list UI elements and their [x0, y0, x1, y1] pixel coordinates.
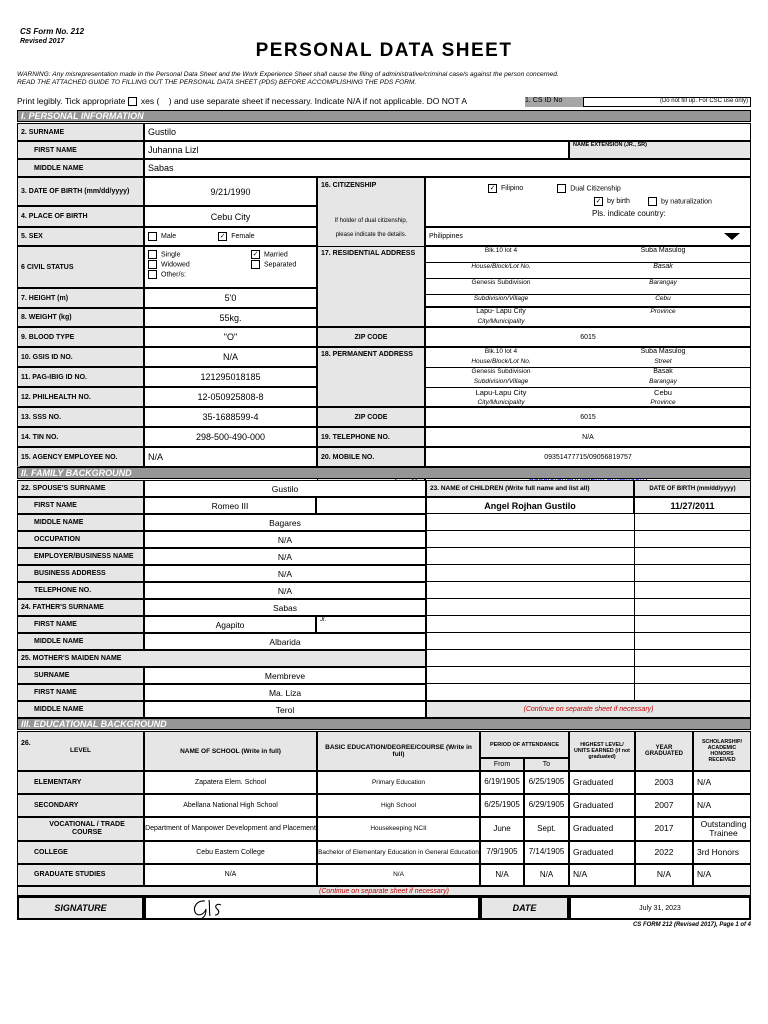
dropdown-arrow-icon [724, 233, 740, 240]
edu-year-header: YEAR GRADUATED [635, 731, 693, 771]
weight-field[interactable]: 55kg. [144, 308, 317, 327]
res-zip-field[interactable]: 6015 [425, 327, 751, 347]
mother-first-field[interactable]: Ma. Liza [144, 684, 426, 701]
perm-zip-label: ZIP CODE [317, 407, 425, 427]
gsis-label: 10. GSIS ID NO. [17, 347, 144, 367]
edu-honors-cell[interactable]: N/A [693, 864, 751, 886]
pob-label: 4. PLACE OF BIRTH [17, 206, 144, 227]
edu-from-cell[interactable]: 6/19/1905 [480, 771, 524, 794]
height-field[interactable]: 5'0 [144, 288, 317, 308]
edu-to-cell[interactable]: 6/25/1905 [524, 771, 569, 794]
middle-name-field[interactable]: Sabas [144, 159, 751, 177]
father-ext-field[interactable]: Jr. [316, 616, 426, 633]
date-field[interactable]: July 31, 2023 [569, 896, 751, 920]
spouse-tel-label: TELEPHONE NO. [17, 582, 144, 599]
spouse-first-field[interactable]: Romeo III [144, 497, 316, 514]
edu-level-cell: SECONDARY [17, 794, 144, 817]
edu-school-cell[interactable]: Department of Manpower Development and Placement [144, 817, 317, 841]
spouse-surname-field[interactable]: Gustilo [144, 480, 426, 497]
edu-level-cell: COLLEGE [17, 841, 144, 864]
edu-school-cell[interactable]: Abellana National High School [144, 794, 317, 817]
business-address-field[interactable]: N/A [144, 565, 426, 582]
mobile-label: 20. MOBILE NO. [317, 447, 425, 467]
page-title: PERSONAL DATA SHEET [255, 40, 513, 61]
mother-middle-field[interactable]: Terol [144, 701, 426, 718]
permanent-label: 18. PERMANENT ADDRESS [317, 347, 425, 407]
spouse-ext-field[interactable] [316, 497, 426, 514]
edu-course-cell[interactable]: High School [317, 794, 480, 817]
telephone-label: 19. TELEPHONE NO. [317, 427, 425, 447]
occupation-label: OCCUPATION [17, 531, 144, 548]
mother-first-label: FIRST NAME [17, 684, 144, 701]
cs-id-label: 1. CS ID No [525, 97, 583, 107]
signature-image [191, 897, 239, 919]
residential-label: 17. RESIDENTIAL ADDRESS [317, 246, 425, 327]
philhealth-field[interactable]: 12-050925808-8 [144, 387, 317, 407]
edu-from-header: From [480, 758, 524, 771]
signature-label: SIGNATURE [17, 896, 144, 920]
blood-type-field[interactable]: "O" [144, 327, 317, 347]
employer-label: EMPLOYER/BUSINESS NAME [17, 548, 144, 565]
edu-honors-header: SCHOLARSHIP/ ACADEMIC HONORS RECEIVED [693, 731, 751, 771]
csc-use-only: (Do not fill up. For CSC use only) [583, 97, 751, 107]
child-dob-label: DATE OF BIRTH (mm/dd/yyyy) [634, 480, 751, 497]
edu-honors-cell[interactable]: Outstanding Trainee [693, 817, 751, 841]
edu-from-cell[interactable]: June [480, 817, 524, 841]
blood-type-label: 9. BLOOD TYPE [17, 327, 144, 347]
edu-year-cell[interactable]: N/A [635, 864, 693, 886]
sex-field: Male ✓ Female [144, 227, 317, 246]
agency-field[interactable]: N/A [144, 447, 317, 467]
form-revised: Revised 2017 [20, 38, 65, 45]
residential-address: Blk.10 lot 4 Suba Masulog House/Block/Lot No. Basak Genesis Subdivision Barangay Subdivision/Village Cebu [425, 246, 751, 307]
single-checkbox[interactable] [148, 250, 157, 259]
edu-honors-cell[interactable]: N/A [693, 794, 751, 817]
edu-to-cell[interactable]: N/A [524, 864, 569, 886]
gsis-field[interactable]: N/A [144, 347, 317, 367]
height-label: 7. HEIGHT (m) [17, 288, 144, 308]
form-number: CS Form No. 212 [20, 27, 85, 36]
father-middle-field[interactable]: Albarida [144, 633, 426, 650]
edu-level-header: 26. LEVEL [17, 731, 144, 771]
edu-to-cell[interactable]: 6/29/1905 [524, 794, 569, 817]
sss-label: 13. SSS NO. [17, 407, 144, 427]
signature-field[interactable] [144, 896, 480, 920]
edu-from-cell[interactable]: N/A [480, 864, 524, 886]
edu-units-cell[interactable]: Graduated [569, 771, 635, 794]
edu-continue: (Continue on separate sheet if necessary) [17, 886, 751, 896]
telephone-field[interactable]: N/A [425, 427, 751, 447]
spouse-tel-field[interactable]: N/A [144, 582, 426, 599]
surname-field[interactable]: Gustilo [144, 123, 751, 141]
employer-field[interactable]: N/A [144, 548, 426, 565]
business-address-label: BUSINESS ADDRESS [17, 565, 144, 582]
edu-course-header: BASIC EDUCATION/DEGREE/COURSE (Write in full) [317, 731, 480, 771]
mother-surname-field[interactable]: Membreve [144, 667, 426, 684]
section-family: II. FAMILY BACKGROUND [17, 467, 751, 479]
edu-to-header: To [524, 758, 569, 771]
edu-units-cell[interactable]: Graduated [569, 817, 635, 841]
female-checkbox[interactable]: ✓ [219, 233, 226, 240]
children-empty-rows [426, 514, 751, 701]
pagibig-field[interactable]: 121295018185 [144, 367, 317, 387]
name-ext-label: NAME EXTENSION (JR., SR) [569, 141, 751, 159]
edu-honors-cell[interactable]: N/A [693, 771, 751, 794]
print-instruction: Print legibly. Tick appropriate xes ( ) and use separate sheet if necessary. Indicate N/A if not applicable. DO NOT A [17, 96, 468, 106]
tin-field[interactable]: 298-500-490-000 [144, 427, 317, 447]
edu-year-cell[interactable]: 2003 [635, 771, 693, 794]
filipino-checkbox[interactable]: ✓ [489, 185, 496, 192]
section-personal: I. PERSONAL INFORMATION [17, 110, 751, 122]
edu-course-cell[interactable]: N/A [317, 864, 480, 886]
tin-label: 14. TIN NO. [17, 427, 144, 447]
by-naturalization-checkbox[interactable] [648, 197, 657, 206]
country-dropdown[interactable]: Philippines [425, 227, 751, 246]
res-zip-label: ZIP CODE [317, 327, 425, 347]
edu-year-cell[interactable]: 2007 [635, 794, 693, 817]
children-continue: (Continue on separate sheet if necessary) [426, 701, 751, 718]
edu-course-cell[interactable]: Housekeeping NCII [317, 817, 480, 841]
civil-status-field: Single ✓ Married Widowed Separated Other/s: [144, 246, 317, 288]
father-first-label: FIRST NAME [17, 616, 144, 633]
child-name-field[interactable]: Angel Rojhan Gustilo [426, 497, 634, 514]
date-label: DATE [480, 896, 569, 920]
separated-checkbox[interactable] [251, 260, 260, 269]
edu-course-cell[interactable]: Bachelor of Elementary Education in General Education [317, 841, 480, 864]
mother-middle-label: MIDDLE NAME [17, 701, 144, 718]
sss-field[interactable]: 35-1688599-4 [144, 407, 317, 427]
middle-name-label: MIDDLE NAME [17, 159, 144, 177]
citizenship-label: 16. CITIZENSHIP [317, 177, 425, 267]
pob-field[interactable]: Cebu City [144, 206, 317, 227]
spouse-middle-field[interactable]: Bagares [144, 514, 426, 531]
sample-checkbox-icon [128, 97, 137, 106]
spouse-surname-label: 22. SPOUSE'S SURNAME [17, 480, 144, 497]
edu-units-header: HIGHEST LEVEL/ UNITS EARNED (if not graduated) [569, 731, 635, 771]
male-checkbox[interactable] [148, 232, 157, 241]
warning-text: WARNING: Any misrepresentation made in the Personal Data Sheet and the Work Experience Sheet shall cause the filing of administrative/criminal case/s against the person concerned. READ THE ATTACHED GUIDE TO FILLING OUT THE PERSONAL DATA SHEET (PDS) BEFORE ACCOMPLISHING THE PDS FORM. [17, 71, 559, 86]
philhealth-label: 12. PHILHEALTH NO. [17, 387, 144, 407]
edu-school-cell[interactable]: Zapatera Elem. School [144, 771, 317, 794]
spouse-middle-label: MIDDLE NAME [17, 514, 144, 531]
pagibig-label: 11. PAG-IBIG ID NO. [17, 367, 144, 387]
edu-level-cell: ELEMENTARY [17, 771, 144, 794]
dual-checkbox[interactable] [557, 184, 566, 193]
weight-label: 8. WEIGHT (kg) [17, 308, 144, 327]
edu-to-cell[interactable]: Sept. [524, 817, 569, 841]
married-checkbox[interactable]: ✓ [252, 251, 259, 258]
father-surname-label: 24. FATHER'S SURNAME [17, 599, 144, 616]
first-name-label: FIRST NAME [17, 141, 144, 159]
citizenship-field: ✓ Filipino Dual Citizenship ✓ by birth by naturalization Pls. indicate country: [425, 177, 751, 227]
page-footer: CS FORM 212 (Revised 2017), Page 1 of 4 [632, 922, 751, 928]
edu-school-cell[interactable]: Cebu Eastern College [144, 841, 317, 864]
mother-surname-label: SURNAME [17, 667, 144, 684]
first-name-field[interactable]: Juhanna Lizl [144, 141, 569, 159]
perm-zip-field[interactable]: 6015 [425, 407, 751, 427]
child-dob-field[interactable]: 11/27/2011 [634, 497, 751, 514]
edu-school-header: NAME OF SCHOOL (Write in full) [144, 731, 317, 771]
permanent-address: Blk.10 lot 4 Suba Masulog House/Block/Lot No. Street Genesis Subdivision Basak Subdivision/Village Barangay Lapu-Lapu City Cebu City/Municipality Province [425, 347, 751, 407]
edu-level-cell: GRADUATE STUDIES [17, 864, 144, 886]
edu-units-cell[interactable]: N/A [569, 864, 635, 886]
residential-city-row: Lapu- Lapu City Province City/Municipality [425, 307, 751, 327]
father-first-field[interactable]: Agapito [144, 616, 316, 633]
edu-period-header: PERIOD OF ATTENDANCE [480, 731, 569, 758]
edu-honors-cell[interactable]: 3rd Honors [693, 841, 751, 864]
edu-year-cell[interactable]: 2017 [635, 817, 693, 841]
civil-status-label: 6 CIVIL STATUS [17, 246, 144, 288]
sex-label: 5. SEX [17, 227, 144, 246]
dual-note: If holder of dual citizenship, please indicate the details. [317, 210, 425, 267]
by-birth-checkbox[interactable]: ✓ [595, 198, 602, 205]
other-checkbox[interactable] [148, 270, 157, 279]
edu-from-cell[interactable]: 6/25/1905 [480, 794, 524, 817]
edu-course-cell[interactable]: Primary Education [317, 771, 480, 794]
section-education: III. EDUCATIONAL BACKGROUND [17, 718, 751, 730]
dob-field[interactable]: 9/21/1990 [144, 177, 317, 206]
surname-label: 2. SURNAME [17, 123, 144, 141]
edu-from-cell[interactable]: 7/9/1905 [480, 841, 524, 864]
occupation-field[interactable]: N/A [144, 531, 426, 548]
spouse-first-label: FIRST NAME [17, 497, 144, 514]
mobile-field[interactable]: 09351477715/09056819757 [425, 447, 751, 467]
edu-year-cell[interactable]: 2022 [635, 841, 693, 864]
children-label: 23. NAME of CHILDREN (Write full name and list all) [426, 480, 634, 497]
edu-units-cell[interactable]: Graduated [569, 841, 635, 864]
edu-to-cell[interactable]: 7/14/1905 [524, 841, 569, 864]
edu-level-cell: VOCATIONAL / TRADE COURSE [17, 817, 144, 841]
mother-maiden-label: 25. MOTHER'S MAIDEN NAME [17, 650, 426, 667]
agency-label: 15. AGENCY EMPLOYEE NO. [17, 447, 144, 467]
father-surname-field[interactable]: Sabas [144, 599, 426, 616]
edu-units-cell[interactable]: Graduated [569, 794, 635, 817]
dob-label: 3. DATE OF BIRTH (mm/dd/yyyy) [17, 177, 144, 206]
edu-school-cell[interactable]: N/A [144, 864, 317, 886]
widowed-checkbox[interactable] [148, 260, 157, 269]
father-middle-label: MIDDLE NAME [17, 633, 144, 650]
